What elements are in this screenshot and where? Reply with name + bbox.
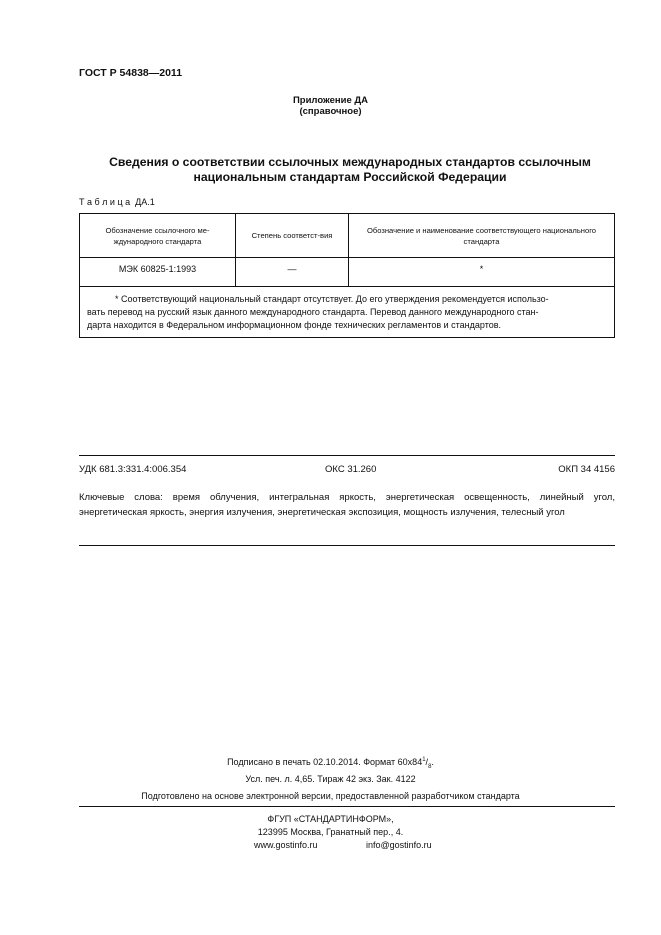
cell-national-standard: * [349, 258, 615, 287]
imprint-signed: Подписано в печать 02.10.2014. Формат $60х84^1/_8$. [227, 757, 434, 770]
format-denominator: 8 [428, 763, 432, 770]
section-title-line-1: Сведения о соответствии ссылочных международных стандартов ссылочным [109, 155, 591, 169]
footnote-line-3: дарта находится в Федеральном информационном фонде технических регламентов и стандартов. [87, 319, 502, 330]
section-title-line-2: национальным стандартам Российской Федерации [193, 170, 507, 184]
cell-degree-of-conformity: — [236, 258, 349, 287]
imprint-prepared: Подготовлено на основе электронной версии, предоставленной разработчиком стандарта [141, 791, 520, 801]
publisher-name: ФГУП «СТАНДАРТИНФОРМ», [267, 814, 394, 824]
footnote-line-2: вать перевод на русский язык данного международного стандарта. Перевод данного международного стан- [87, 306, 539, 317]
document-code: ГОСТ Р 54838—2011 [79, 67, 183, 79]
header-national-standard: Обозначение и наименование соответствующего национального стандарта [349, 214, 615, 258]
table-note-row [80, 287, 615, 338]
imprint-print-info: Усл. печ. л. 4,65. Тираж 42 экз. Зак. 4122 [245, 774, 416, 784]
signed-suffix: . [431, 757, 434, 767]
keywords-paragraph: Ключевые слова: время облучения, интегральная яркость, энергетическая освещенность, линейный угол, энергетическая яркость, энергия излучения, энергетическая экспозиция, мощность излучения, телесный угол [79, 492, 615, 518]
publisher-address: 123995 Москва, Гранатный пер., 4. [257, 827, 404, 837]
udk-code: УДК 681.3:331.4:006.354 [79, 464, 187, 475]
header-degree-of-conformity: Степень соответст-вия [236, 214, 349, 258]
publisher-email-link[interactable]: info@gostinfo.ru [366, 840, 432, 850]
okp-code: ОКП 34 4156 [558, 464, 615, 475]
appendix-title: Приложение ДА [292, 95, 369, 106]
divider-top [79, 455, 615, 456]
reference-standards-table [79, 213, 615, 338]
cell-international-standard: МЭК 60825-1:1993 [80, 258, 236, 287]
table-label: Т а б л и ц а ДА.1 [79, 197, 155, 207]
publisher-website-link[interactable]: www.gostinfo.ru [254, 840, 318, 850]
signed-text: Подписано в печать 02.10.2014. Формат 60х84 [227, 757, 423, 767]
table-header-row [80, 214, 615, 258]
divider-imprint [79, 806, 615, 807]
appendix-subtitle: (справочное) [299, 106, 362, 117]
header-international-standard: Обозначение ссылочного ме-ждународного стандарта [80, 214, 236, 258]
footnote-line-1: * Соответствующий национальный стандарт отсутствует. До его утверждения рекомендуется использо- [115, 293, 549, 304]
table-row [80, 258, 615, 287]
divider-bottom [79, 545, 615, 546]
oks-code: ОКС 31.260 [325, 464, 377, 475]
format-numerator: 1 [422, 757, 426, 763]
table-footnote [80, 287, 615, 338]
